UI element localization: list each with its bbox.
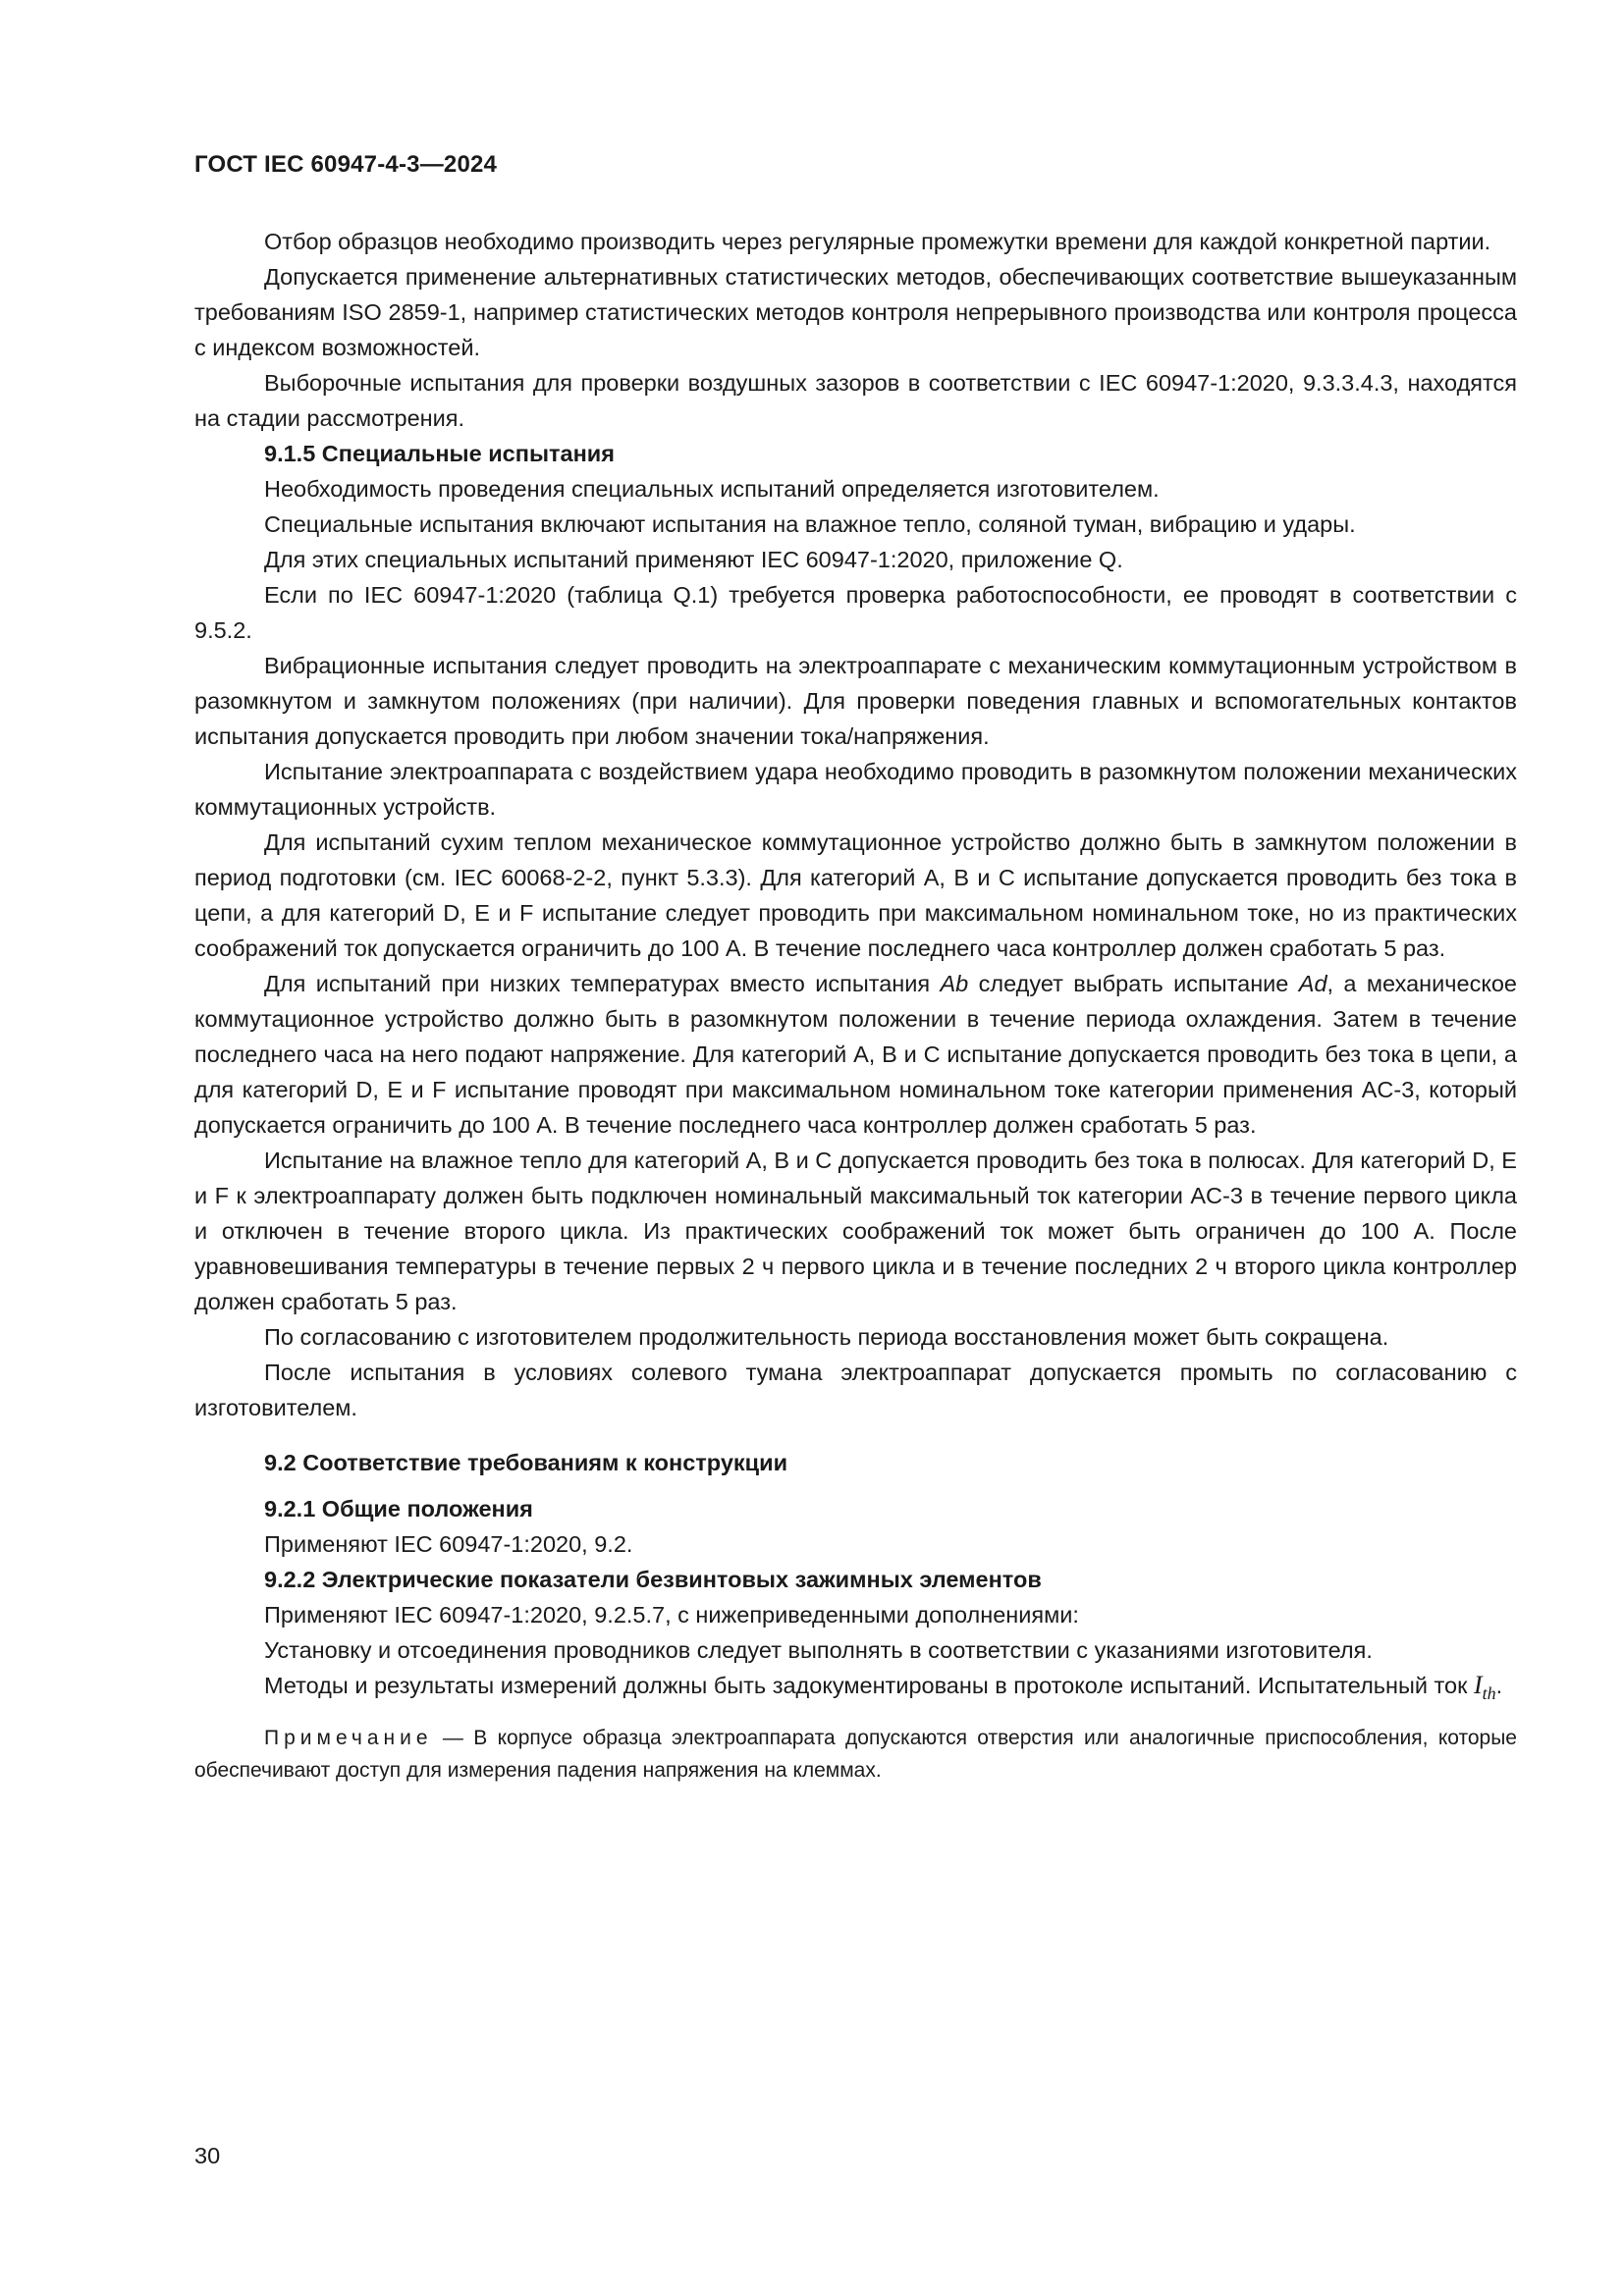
paragraph: Применяют IEC 60947-1:2020, 9.2.	[264, 1531, 633, 1557]
document-header: ГОСТ IEC 60947-4-3—2024	[194, 151, 498, 178]
paragraph: Применяют IEC 60947-1:2020, 9.2.5.7, с нижеприведенными дополнениями:	[264, 1602, 1079, 1628]
document-body	[194, 224, 1517, 1787]
text-run: Для испытаний при низких температурах вместо испытания	[264, 971, 941, 996]
text-run: следует выбрать испытание	[968, 971, 1299, 996]
paragraph: По согласованию с изготовителем продолжительность периода восстановления может быть сокращена.	[264, 1324, 1389, 1350]
current-variable: I	[1473, 1671, 1483, 1699]
test-designation-ab: Ab	[940, 971, 969, 996]
paragraph: Испытание на влажное тепло для категорий A, B и C допускается проводить без тока в полюсах. Для категорий D, E и F к электроаппарату должен быть подключен номинальный максимальный ток категории AC-3 в течение первого цикла и отключен в течение второго цикла. Из практических соображений ток может быть ограничен до 100 А. После уравновешивания температуры в течение первых 2 ч первого цикла и в течение последних 2 ч второго цикла контроллер должен сработать 5 раз.	[194, 1148, 1517, 1314]
text-run: .	[1495, 1673, 1503, 1698]
paragraph: После испытания в условиях солевого тумана электроаппарат допускается промыть по согласованию с изготовителем.	[194, 1360, 1517, 1420]
paragraph	[194, 1668, 1517, 1711]
paragraph: Если по IEC 60947-1:2020 (таблица Q.1) требуется проверка работоспособности, ее проводят в соответствии с 9.5.2.	[194, 582, 1517, 643]
note	[194, 1722, 1517, 1787]
text-run: Методы и результаты измерений должны быть задокументированы в протоколе испытаний. Испытательный ток	[264, 1673, 1474, 1698]
current-subscript: th	[1482, 1683, 1496, 1704]
paragraph: Необходимость проведения специальных испытаний определяется изготовителем.	[264, 476, 1160, 502]
paragraph: Специальные испытания включают испытания на влажное тепло, соляной туман, вибрацию и удары.	[264, 511, 1356, 537]
paragraph: Вибрационные испытания следует проводить на электроаппарате с механическим коммутационным устройством в разомкнутом и замкнутом положениях (при наличии). Для проверки поведения главных и вспомогательных контактов испытания допускается проводить при любом значении тока/напряжения.	[194, 653, 1517, 749]
paragraph: Установку и отсоединения проводников следует выполнять в соответствии с указаниями изготовителя.	[264, 1637, 1373, 1663]
section-heading-9-1-5: 9.1.5 Специальные испытания	[264, 441, 615, 466]
note-text: — В корпусе образца электроаппарата допускаются отверстия или аналогичные приспособления, которые обеспечивают доступ для измерения падения напряжения на клеммах.	[194, 1727, 1517, 1783]
text-run: , а механическое коммутационное устройство должно быть в разомкнутом положении в течение периода охлаждения. Затем в течение последнего часа на него подают напряжение. Для категорий A, B и C испытание допускается проводить без тока в цепи, а для категорий D, E и F испытание проводят при максимальном номинальном токе категории применения AC-3, который допускается ограничить до 100 А. В течение последнего часа контроллер должен сработать 5 раз.	[194, 971, 1517, 1138]
paragraph	[194, 966, 1517, 1143]
page-number: 30	[194, 2143, 221, 2168]
paragraph: Отбор образцов необходимо производить через регулярные промежутки времени для каждой конкретной партии.	[264, 229, 1491, 254]
section-heading-9-2: 9.2 Соответствие требованиям к конструкции	[264, 1450, 788, 1475]
paragraph: Выборочные испытания для проверки воздушных зазоров в соответствии с IEC 60947-1:2020, 9.3.3.4.3, находятся на стадии рассмотрения.	[194, 370, 1517, 431]
current-symbol	[1473, 1671, 1496, 1704]
section-heading-9-2-1: 9.2.1 Общие положения	[264, 1496, 533, 1522]
paragraph: Для этих специальных испытаний применяют IEC 60947-1:2020, приложение Q.	[264, 547, 1123, 572]
paragraph: Допускается применение альтернативных статистических методов, обеспечивающих соответствие вышеуказанным требованиям ISO 2859-1, например статистических методов контроля непрерывного производства или контроля процесса с индексом возможностей.	[194, 264, 1517, 360]
note-label: Примечание	[264, 1727, 433, 1750]
paragraph: Для испытаний сухим теплом механическое коммутационное устройство должно быть в замкнутом положении в период подготовки (см. IEC 60068-2-2, пункт 5.3.3). Для категорий A, B и C испытание допускается проводить без тока в цепи, а для категорий D, E и F испытание следует проводить при максимальном номинальном токе, но из практических соображений ток допускается ограничить до 100 А. В течение последнего часа контроллер должен сработать 5 раз.	[194, 829, 1517, 961]
paragraph: Испытание электроаппарата с воздействием удара необходимо проводить в разомкнутом положении механических коммутационных устройств.	[194, 759, 1517, 820]
section-heading-9-2-2: 9.2.2 Электрические показатели безвинтовых зажимных элементов	[264, 1567, 1042, 1592]
test-designation-ad: Ad	[1298, 971, 1327, 996]
